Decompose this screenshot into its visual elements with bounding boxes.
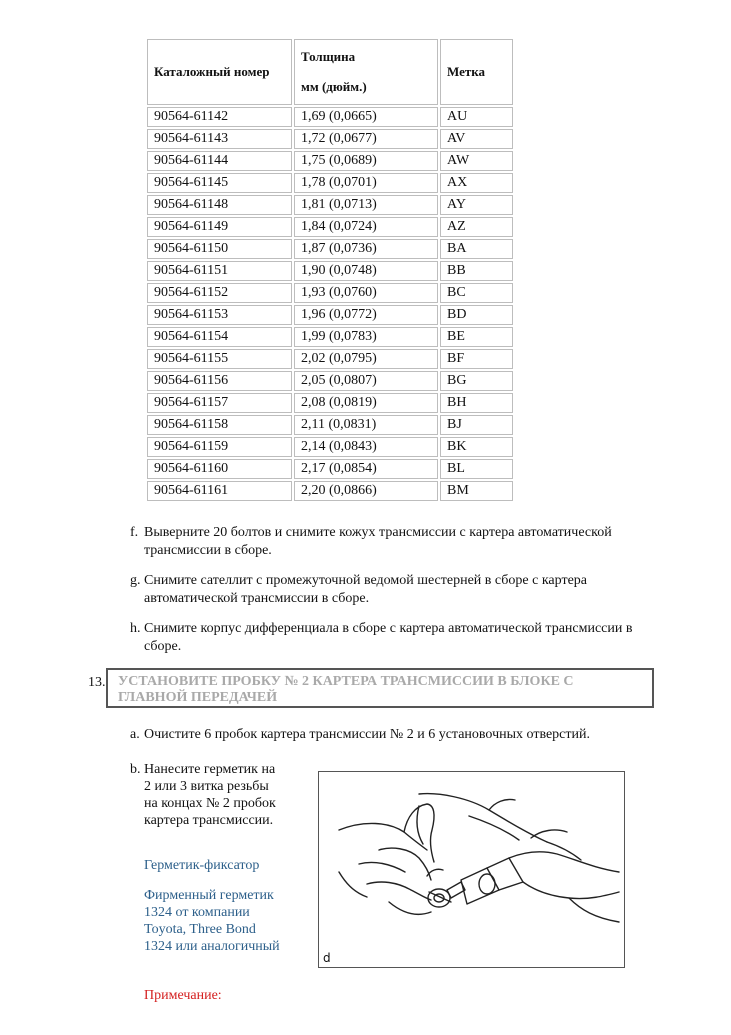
cell-thickness: 1,96 (0,0772) [294,305,438,325]
cell-thickness: 1,99 (0,0783) [294,327,438,347]
cell-mark: BD [440,305,513,325]
cell-thickness: 1,81 (0,0713) [294,195,438,215]
table-row [147,283,513,303]
cell-mark: BF [440,349,513,369]
section-title: УСТАНОВИТЕ ПРОБКУ № 2 КАРТЕРА ТРАНСМИССИИ В БЛОКЕ С ГЛАВНОЙ ПЕРЕДАЧЕЙ [106,668,654,708]
figure-label: d [323,951,331,965]
table-header-row [147,39,513,105]
step-h-marker: h. [130,621,141,636]
cell-thickness: 1,90 (0,0748) [294,261,438,281]
hands-sealant-illustration [319,772,624,967]
cell-part-number: 90564-61155 [147,349,292,369]
illustration [318,771,625,968]
table-row [147,481,513,501]
section-number: 13. [88,675,106,690]
cell-mark: BE [440,327,513,347]
cell-mark: BA [440,239,513,259]
cell-part-number: 90564-61143 [147,129,292,149]
table-row [147,371,513,391]
step-b-text: Нанесите герметик на 2 или 3 витка резьбы на концах № 2 пробок картера трансмиссии. [144,762,276,828]
step-h [130,620,670,656]
header-thickness [294,39,438,105]
cell-mark: AY [440,195,513,215]
table-row [147,459,513,479]
cell-mark: BG [440,371,513,391]
step-a [130,726,670,744]
cell-part-number: 90564-61157 [147,393,292,413]
cell-part-number: 90564-61153 [147,305,292,325]
step-f-marker: f. [130,525,139,540]
cell-part-number: 90564-61152 [147,283,292,303]
cell-part-number: 90564-61154 [147,327,292,347]
cell-thickness: 2,08 (0,0819) [294,393,438,413]
table-row [147,217,513,237]
cell-part-number: 90564-61150 [147,239,292,259]
cell-thickness: 1,72 (0,0677) [294,129,438,149]
cell-mark: AV [440,129,513,149]
shim-table [145,37,515,503]
step-g-text: Снимите сателлит с промежуточной ведомой шестерней в сборе с картера автоматической трансмиссии в сборе. [144,573,588,606]
step-f-text: Выверните 20 болтов и снимите кожух трансмиссии с картера автоматической трансмиссии в сборе. [144,525,612,558]
cell-mark: AU [440,107,513,127]
cell-thickness: 1,87 (0,0736) [294,239,438,259]
cell-mark: BL [440,459,513,479]
cell-thickness: 1,75 (0,0689) [294,151,438,171]
table-row [147,393,513,413]
table-row [147,173,513,193]
cell-part-number: 90564-61145 [147,173,292,193]
table-row [147,437,513,457]
header-part-number: Каталожный номер [147,39,292,105]
table-row [147,305,513,325]
table-row [147,415,513,435]
cell-part-number: 90564-61142 [147,107,292,127]
cell-part-number: 90564-61149 [147,217,292,237]
step-a-text: Очистите 6 пробок картера трансмиссии № 2 и 6 установочных отверстий. [144,727,590,742]
cell-part-number: 90564-61160 [147,459,292,479]
table-row [147,327,513,347]
cell-mark: AZ [440,217,513,237]
table-row [147,239,513,259]
cell-thickness: 1,84 (0,0724) [294,217,438,237]
cell-mark: BH [440,393,513,413]
sealant-value: Фирменный герметик 1324 от компании Toyota, Three Bond 1324 или аналогичный [144,888,280,954]
table-row [147,151,513,171]
step-b-marker: b. [130,762,141,777]
header-thickness-title: Толщина [301,49,356,64]
cell-mark: AX [440,173,513,193]
cell-thickness: 2,11 (0,0831) [294,415,438,435]
cell-mark: BJ [440,415,513,435]
sealant-label: Герметик-фиксатор [144,858,260,873]
cell-mark: BM [440,481,513,501]
cell-part-number: 90564-61158 [147,415,292,435]
step-f [130,524,670,560]
note-label: Примечание: [144,988,222,1003]
step-g [130,572,670,608]
cell-part-number: 90564-61156 [147,371,292,391]
table-row [147,349,513,369]
cell-mark: BB [440,261,513,281]
cell-part-number: 90564-61159 [147,437,292,457]
cell-mark: BK [440,437,513,457]
table-row [147,261,513,281]
cell-part-number: 90564-61148 [147,195,292,215]
cell-thickness: 2,17 (0,0854) [294,459,438,479]
step-g-marker: g. [130,573,141,588]
header-thickness-units: мм (дюйм.) [301,79,367,94]
cell-thickness: 2,14 (0,0843) [294,437,438,457]
cell-mark: BC [440,283,513,303]
table-row [147,107,513,127]
table-row [147,195,513,215]
cell-thickness: 2,02 (0,0795) [294,349,438,369]
cell-thickness: 2,05 (0,0807) [294,371,438,391]
table-row [147,129,513,149]
table-body [147,107,513,501]
cell-mark: AW [440,151,513,171]
cell-thickness: 1,69 (0,0665) [294,107,438,127]
cell-part-number: 90564-61161 [147,481,292,501]
cell-thickness: 2,20 (0,0866) [294,481,438,501]
cell-thickness: 1,93 (0,0760) [294,283,438,303]
cell-part-number: 90564-61144 [147,151,292,171]
header-mark: Метка [440,39,513,105]
cell-thickness: 1,78 (0,0701) [294,173,438,193]
step-h-text: Снимите корпус дифференциала в сборе с картера автоматической трансмиссии в сборе. [144,621,633,654]
step-a-marker: a. [130,727,140,742]
cell-part-number: 90564-61151 [147,261,292,281]
